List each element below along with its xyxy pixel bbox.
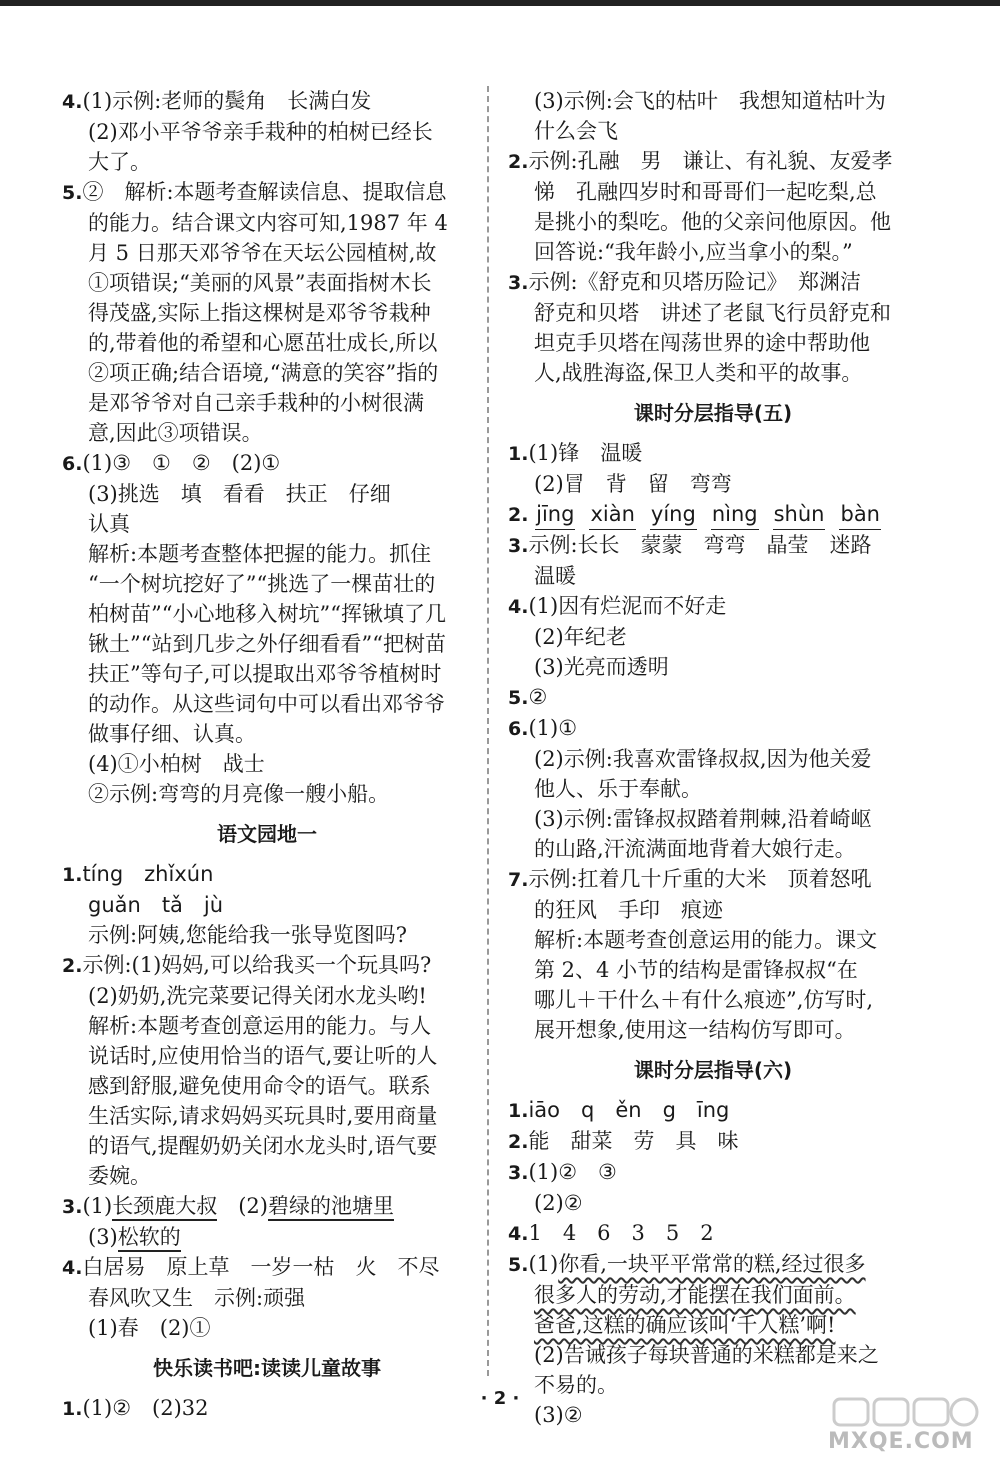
answer-line: 是挑小的梨吃。他的父亲问他原因。他 <box>534 210 891 234</box>
watermark-text: MXQE.COM <box>828 1429 974 1454</box>
answer-3: 3.(1)② ③ <box>508 1160 617 1184</box>
answer-line: 月 5 日那天邓爷爷在天坛公园植树,故 <box>88 241 437 265</box>
pinyin-item: yíng <box>650 499 697 530</box>
answer-line: 的,带着他的希望和心愿茁壮成长,所以 <box>88 331 438 355</box>
answer-line: 人,战胜海盗,保卫人类和平的故事。 <box>534 361 863 385</box>
answer-line: 的动作。从这些词句中可以看出邓爷爷 <box>88 692 445 716</box>
answer-line-pinyin: guǎn tǎ jù <box>88 893 224 917</box>
answer-line: (2)冒 背 留 弯弯 <box>534 472 732 496</box>
answer-line: 回答说:“我年龄小,应当拿小的梨。” <box>534 240 853 264</box>
answer-line: (3)光亮而透明 <box>534 655 669 679</box>
answer-4: 4.(1)因有烂泥而不好走 <box>508 594 727 618</box>
answer-line: (1)春 (2)① <box>88 1316 211 1340</box>
answer-line: (3)松软的 <box>62 1222 472 1252</box>
answer-line: 第 2、4 小节的结构是雷锋叔叔“在 <box>534 958 858 982</box>
answer-line: 解析:本题考查创意运用的能力。课文 <box>534 928 878 952</box>
answer-line: (4)①小柏树 战士 <box>88 752 265 776</box>
answer-line: ①项错误;“美丽的风景”表面指树木长 <box>88 271 432 295</box>
pinyin-item: shùn <box>773 499 826 530</box>
answer-line: 很多人的劳动,才能摆在我们面前。 <box>534 1283 856 1307</box>
watermark-logo-icon <box>832 1395 982 1429</box>
answer-line: 委婉。 <box>88 1164 151 1188</box>
column-divider <box>487 86 489 1376</box>
answer-2: 2.示例:孔融 男 谦让、有礼貌、友爱孝 <box>508 149 893 173</box>
answer-line: 的语气,提醒奶奶关闭水龙头时,语气要 <box>88 1134 438 1158</box>
section-heading: 快乐读书吧:读读儿童故事 <box>153 1356 381 1380</box>
watermark <box>818 1395 988 1455</box>
answer-5: 5.② <box>508 685 548 709</box>
answer-line: 大了。 <box>88 150 151 174</box>
answer-line: 得茂盛,实际上指这棵树是邓爷爷栽种 <box>88 301 431 325</box>
answer-line: 展开想象,使用这一结构仿写即可。 <box>534 1018 856 1042</box>
answer-line: 坦克手贝塔在闯荡世界的途中帮助他 <box>534 331 870 355</box>
answer-line: 他人、乐于奉献。 <box>534 777 702 801</box>
pinyin-item: bàn <box>839 499 881 530</box>
answer-line: 锹土”“站到几步之外仔细看看”“把树苗 <box>88 632 446 656</box>
left-column <box>62 86 472 1424</box>
answer-2-pinyin: 2. jīng xiàn yíng nìng shùn bàn <box>508 499 918 530</box>
answer-line: ②项正确;结合语境,“满意的笑容”指的 <box>88 361 439 385</box>
section-heading: 语文园地一 <box>217 822 317 846</box>
answer-line: 春风吹又生 示例:顽强 <box>88 1286 306 1310</box>
page-number: · 2 · <box>480 1388 520 1409</box>
answer-5: 5.② 解析:本题考查解读信息、提取信息 <box>62 180 447 204</box>
answer-line: 什么会飞 <box>534 119 618 143</box>
answer-line: ②示例:弯弯的月亮像一艘小船。 <box>88 782 390 806</box>
answer-line: 生活实际,请求妈妈买玩具时,要用商量 <box>88 1104 438 1128</box>
answer-line: (2)奶奶,洗完菜要记得关闭水龙头哟! <box>88 984 427 1008</box>
answer-line: (3)示例:雷锋叔叔踏着荆棘,沿着崎岖 <box>534 807 872 831</box>
answer-1-pinyin: 1.iāo q ěn g īng <box>508 1098 730 1122</box>
answer-line: 的山路,汗流满面地背着大娘行走。 <box>534 837 856 861</box>
answer-line: 柏树苗”“小心地移入树坑”“挥锹填了几 <box>88 602 446 626</box>
answer-line: (2)示例:我喜欢雷锋叔叔,因为他关爱 <box>534 747 872 771</box>
answer-line: 感到舒服,避免使用命令的语气。联系 <box>88 1074 431 1098</box>
answer-2: 2.能 甜菜 劳 具 味 <box>508 1129 739 1153</box>
answer-line: 认真 <box>88 512 130 536</box>
answer-6: 6.(1)③ ① ② (2)① <box>62 451 281 475</box>
answer-line: 悌 孔融四岁时和哥哥们一起吃梨,总 <box>534 180 877 204</box>
answer-line: 爸爸,这糕的确应该叫‘千人糕’啊! <box>534 1313 836 1337</box>
answer-line: 的狂风 手印 痕迹 <box>534 898 723 922</box>
answer-line: 解析:本题考查创意运用的能力。与人 <box>88 1014 432 1038</box>
answer-line: 温暖 <box>534 564 576 588</box>
answer-line: (2)告诫孩子每块普通的米糕都是来之 <box>534 1343 879 1367</box>
answer-line: “一个树坑挖好了”“挑选了一棵苗壮的 <box>88 572 436 596</box>
answer-line: (2)② <box>534 1191 583 1215</box>
answer-3: 3.示例:《舒克和贝塔历险记》 郑渊洁 <box>508 270 862 294</box>
answer-3: 3.示例:长长 蒙蒙 弯弯 晶莹 迷路 <box>508 533 872 557</box>
answer-5: 5.(1)你看,一块平平常常的糕,经过很多 <box>508 1252 866 1276</box>
answer-line: (2)年纪老 <box>534 625 627 649</box>
answer-line: (3)示例:会飞的枯叶 我想知道枯叶为 <box>534 89 886 113</box>
answer-line: 舒克和贝塔 讲述了老鼠飞行员舒克和 <box>534 301 891 325</box>
pinyin-item: xiàn <box>589 499 635 530</box>
answer-line: 做事仔细、认真。 <box>88 722 256 746</box>
answer-line: 扶正”等句子,可以提取出邓爷爷植树时 <box>88 662 442 686</box>
answer-6: 6.(1)① <box>508 716 578 740</box>
section-heading: 课时分层指导(五) <box>633 401 793 425</box>
answer-line: 示例:阿姨,您能给我一张导览图吗? <box>88 923 408 947</box>
answer-4: 4.(1)示例:老师的鬓角 长满白发 <box>62 89 372 113</box>
answer-1b: 1.(1)② (2)32 <box>62 1396 209 1420</box>
answer-4b: 4.白居易 原上草 一岁一枯 火 不尽 <box>62 1255 440 1279</box>
answer-line: 说话时,应使用恰当的语气,要让听的人 <box>88 1044 438 1068</box>
answer-line: 是邓爷爷对自己亲手栽种的小树很满 <box>88 391 424 415</box>
answer-1: 1.(1)锋 温暖 <box>508 441 643 465</box>
answer-line: (2)邓小平爷爷亲手栽种的柏树已经长 <box>88 120 433 144</box>
answer-line: 哪儿＋干什么＋有什么痕迹”,仿写时, <box>534 988 874 1012</box>
answer-line: (3)② <box>534 1403 583 1427</box>
right-column <box>508 86 918 1430</box>
answer-line: 不易的。 <box>534 1373 618 1397</box>
answer-line: (3)挑选 填 看看 扶正 仔细 <box>88 482 391 506</box>
answer-3: 3.(1)长颈鹿大叔 (2)碧绿的池塘里 <box>62 1191 472 1222</box>
pinyin-item: jīng <box>535 499 575 530</box>
section-heading: 课时分层指导(六) <box>633 1058 793 1082</box>
answer-7: 7.示例:扛着几十斤重的大米 顶着怒吼 <box>508 867 872 891</box>
answer-line: 解析:本题考查整体把握的能力。抓住 <box>88 542 432 566</box>
answer-1-pinyin: 1.tíng zhǐxún <box>62 862 214 886</box>
answer-2: 2.示例:(1)妈妈,可以给我买一个玩具吗? <box>62 953 432 977</box>
top-rule <box>0 0 1000 6</box>
pinyin-item: nìng <box>711 499 759 530</box>
answer-4: 4.1 4 6 3 5 2 <box>508 1221 714 1245</box>
answer-line: 的能力。结合课文内容可知,1987 年 4 <box>88 211 448 235</box>
answer-line: 意,因此③项错误。 <box>88 421 263 445</box>
